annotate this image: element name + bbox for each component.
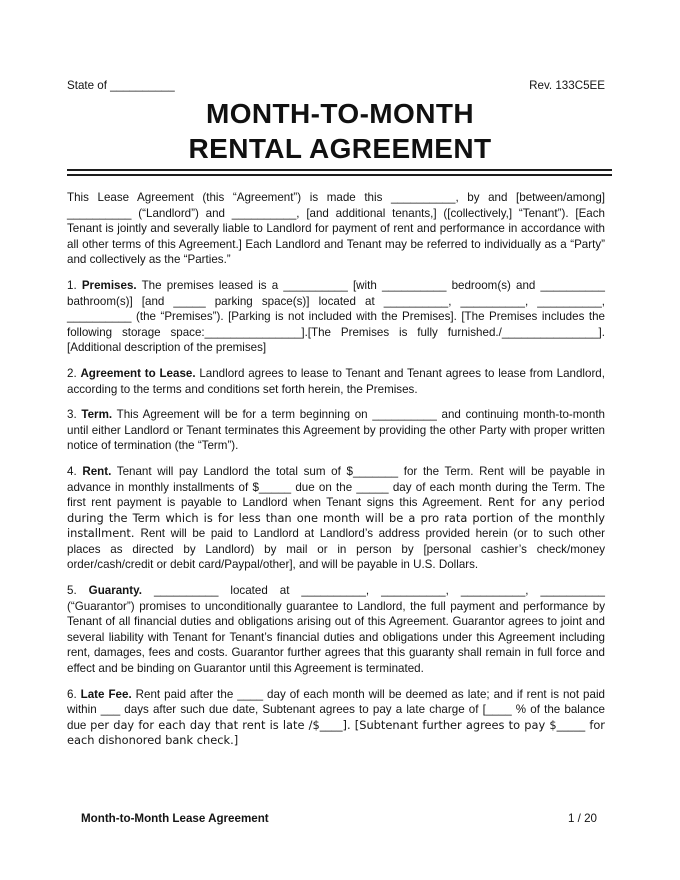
document-footer (81, 812, 597, 826)
section-body: This Agreement will be for a term beginning on __________ and continuing month-to-month until either Landlord or Tenant terminates this Agreement by providing the other Party with proper written notice of termination (the “Term”). (67, 408, 605, 453)
section-heading: Agreement to Lease. (80, 366, 196, 380)
section-premises (67, 278, 605, 356)
page-title (0, 96, 680, 166)
section-body: Landlord agrees to lease to Tenant and Tenant agrees to lease from Landlord, according to the terms and conditions set forth herein, the Premises. (67, 366, 605, 396)
section-heading: Term. (81, 408, 113, 422)
title-divider-rule (67, 169, 612, 176)
intro-text: This Lease Agreement (this “Agreement”) is made this __________, by and [between/among] __________ (“Landlord”) and __________, [and additional tenants,] ([collectively,] “Tenant”). [Each Tenant is jointly and severally liable to Landlord for payment of rent and performance in accordance with all other terms of this Agreement.] Each Landlord and Tenant may be referred to individually as a “Party” and collectively as the “Parties.” (67, 191, 605, 267)
document-header (67, 79, 605, 93)
section-body-start: Rent paid after the ____ day of each month will be deemed as late; and if rent is not paid within ___ days after such due date, Subtenant agrees to pay a late charge of [____ % of the balance due (67, 687, 605, 732)
revision-number: Rev. 133C5EE (529, 79, 605, 92)
section-late-fee (67, 687, 605, 749)
footer-doc-name: Month-to-Month Lease Agreement (81, 812, 269, 825)
section-heading: Rent. (82, 464, 112, 478)
section-number: 6. (67, 687, 77, 701)
section-number: 1. (67, 278, 77, 292)
section-guaranty (67, 583, 605, 677)
section-heading: Late Fee. (80, 687, 132, 701)
section-rent (67, 464, 605, 573)
section-body: The premises leased is a __________ [with __________ bedroom(s) and __________ bathroom(s)] [and _____ parking space(s)] located at __________, __________, __________, __________ (the “Premises”). [Parking is not included with the Premises]. [The Premises includes the following storage space:_______________].[The Premises is fully furnished./_______________]. [Additional description of the premises] (67, 278, 605, 355)
section-number: 2. (67, 366, 77, 380)
section-body-emphasis: Rent for any period during the Term which is for less than one month will be a pro rata portion of the monthly installment. (67, 495, 605, 541)
section-agreement-to-lease (67, 366, 605, 397)
agreement-body (67, 190, 605, 759)
section-number: 5. (67, 584, 77, 598)
section-body: __________ located at __________, __________, __________, __________ (“Guarantor”) promises to unconditionally guarantee to Landlord, the full payment and performance by Tenant of all financial duties and obligations arising out of this Agreement. Guarantor agrees to joint and several liability with Tenant for Tenant’s financial duties and obligations under this Agreement including rent, damages, fees and costs. Guarantor further agrees that this guaranty shall remain in full force and effect and be binding on Guarantor until this Agreement is terminated. (67, 584, 605, 676)
section-heading: Guaranty. (88, 584, 142, 598)
section-body-emphasis: per day for each day that rent is late /$____]. [Subtenant further agrees to pay $_____ for each dishonored bank check.] (67, 717, 605, 748)
section-heading: Premises. (81, 278, 137, 292)
footer-page-number: 1 / 20 (567, 812, 597, 825)
section-number: 3. (67, 408, 77, 422)
section-term (67, 407, 605, 454)
section-number: 4. (67, 464, 77, 478)
state-of-line: State of __________ (67, 79, 175, 92)
title-line-1: MONTH-TO-MONTH (206, 98, 474, 129)
section-body-end: Rent will be paid to Landlord at Landlord’s address provided herein (or to such other places as directed by Landlord) by mail or in person by [personal cashier’s check/money order/cash/credit or debit card/Paypal/other], and will be payable in U.S. Dollars. (67, 527, 606, 572)
section-body-start: Tenant will pay Landlord the total sum of $_______ for the Term. Rent will be payable in advance in monthly installments of $_____ due on the _____ day of each month during the Term. The first rent payment is payable to Landlord when Tenant signs this Agreement. (67, 464, 605, 510)
intro-paragraph (67, 190, 605, 268)
title-line-2: RENTAL AGREEMENT (188, 133, 492, 164)
